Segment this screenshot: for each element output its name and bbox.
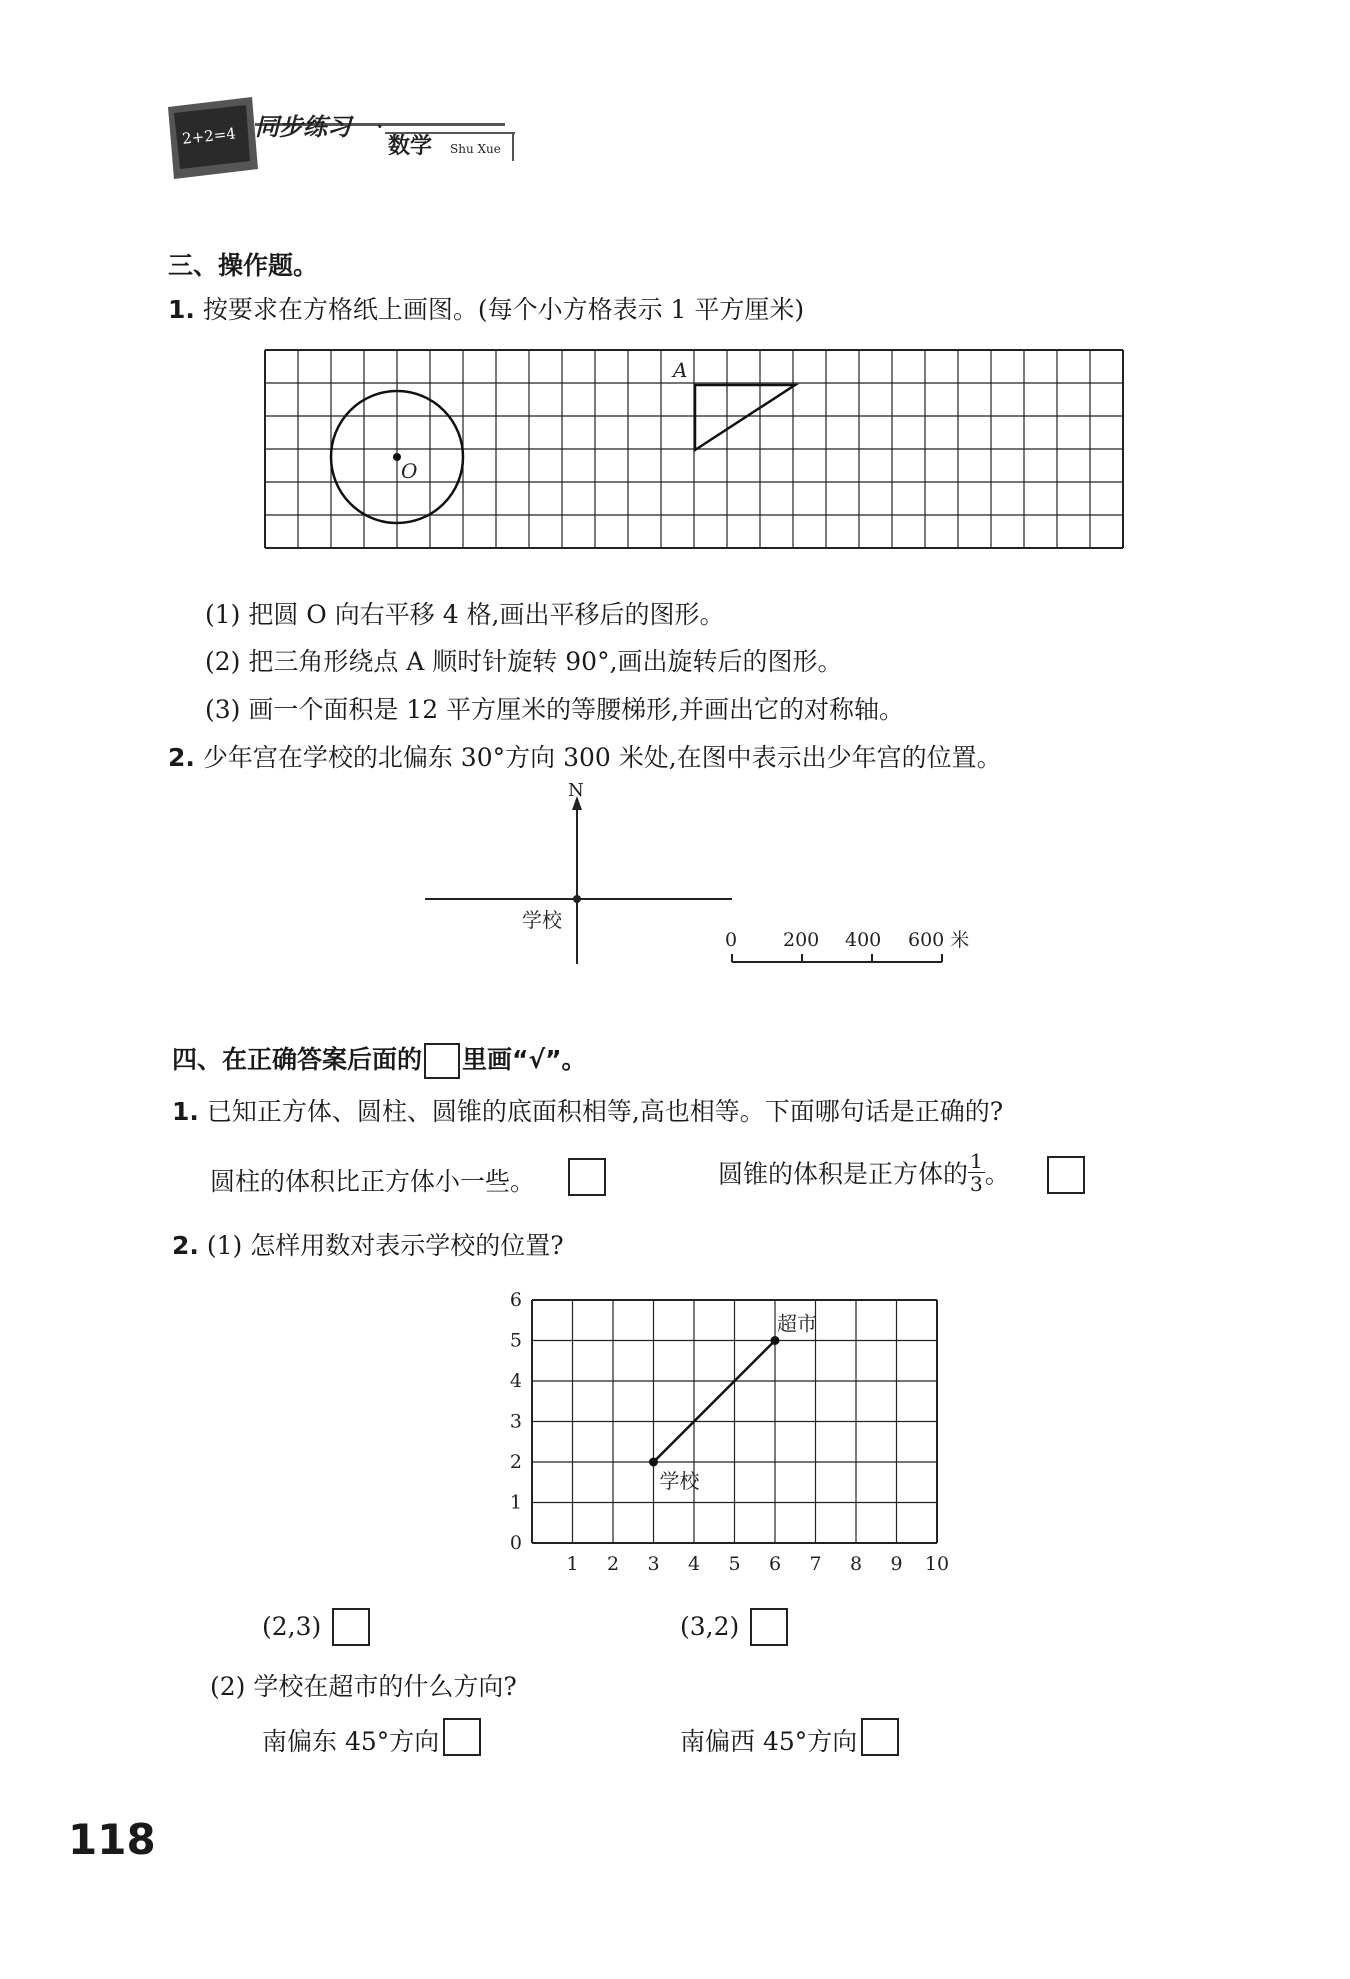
- s4-q1-option-b-end: 。: [984, 1159, 1010, 1189]
- x-tick-label: 1: [566, 1553, 579, 1575]
- svg-text:·: ·: [376, 113, 384, 141]
- square-grid: [255, 340, 1155, 565]
- subject-title: 数学: [388, 133, 433, 159]
- s4-q1-line: [172, 1092, 1003, 1128]
- point-label: 学校: [659, 1469, 700, 1493]
- q1-line: [168, 290, 804, 326]
- s4-q2-option-b-checkbox[interactable]: [750, 1608, 788, 1646]
- s4-q2-option-d-checkbox[interactable]: [861, 1718, 899, 1756]
- data-point: [771, 1336, 780, 1345]
- q1-number: 1.: [168, 295, 195, 324]
- q1-sub-3: (3) 画一个面积是 12 平方厘米的等腰梯形,并画出它的对称轴。: [205, 695, 905, 724]
- q2-number: 2.: [168, 743, 195, 772]
- s4-q1-number: 1.: [172, 1097, 199, 1126]
- school-label: 学校: [522, 908, 562, 932]
- q2-line: [168, 738, 1002, 774]
- s4-q1-option-b: [718, 1150, 1010, 1195]
- scale-label-400: 400: [845, 929, 882, 951]
- scale-label-200: 200: [783, 929, 820, 951]
- y-tick-label: 5: [509, 1329, 522, 1352]
- circle-center-dot: [393, 453, 401, 461]
- series-title: 同步练习: [255, 112, 351, 141]
- s4-q1-option-a: 圆柱的体积比正方体小一些。: [210, 1167, 536, 1196]
- route-line: [654, 1341, 776, 1463]
- triangle-a: [695, 385, 795, 450]
- x-tick-label: 7: [809, 1553, 822, 1575]
- section3-title: 三、操作题。: [168, 251, 319, 280]
- section4-title-before: 四、在正确答案后面的: [172, 1045, 423, 1074]
- y-tick-label: 0: [509, 1532, 522, 1554]
- q1-text: 按要求在方格纸上画图。(每个小方格表示 1 平方厘米): [202, 295, 805, 324]
- s4-q2-sub2: (2) 学校在超市的什么方向?: [210, 1672, 517, 1701]
- s4-q1-option-b-checkbox[interactable]: [1047, 1156, 1085, 1194]
- y-tick-label: 3: [509, 1410, 522, 1433]
- y-tick-label: 2: [509, 1451, 522, 1473]
- board-text: 2+2=4: [181, 124, 237, 148]
- page-header: [160, 95, 520, 185]
- x-tick-label: 3: [647, 1553, 660, 1575]
- s4-q1-option-b-text: 圆锥的体积是正方体的: [718, 1159, 969, 1189]
- s4-q2-line: [172, 1226, 564, 1262]
- direction-diagram: [420, 782, 1020, 972]
- q1-sub-1: (1) 把圆 O 向右平移 4 格,画出平移后的图形。: [205, 600, 725, 629]
- q2-text: 少年宫在学校的北偏东 30°方向 300 米处,在图中表示出少年宫的位置。: [202, 743, 1002, 772]
- s4-q2-sub1: (1) 怎样用数对表示学校的位置?: [206, 1231, 564, 1260]
- x-tick-label: 8: [849, 1553, 863, 1575]
- data-point: [649, 1458, 658, 1467]
- q1-sub-2: (2) 把三角形绕点 A 顺时针旋转 90°,画出旋转后的图形。: [205, 647, 843, 676]
- scale-label-0: 0: [725, 929, 738, 951]
- point-label: 超市: [777, 1311, 817, 1336]
- page-number: 118: [68, 1815, 156, 1864]
- y-tick-label: 1: [509, 1491, 522, 1514]
- section4-title-after: 里画“√”。: [462, 1045, 587, 1074]
- s4-q1-text: 已知正方体、圆柱、圆锥的底面积相等,高也相等。下面哪句话是正确的?: [206, 1097, 1004, 1126]
- triangle-vertex-label: A: [673, 358, 688, 382]
- s4-q2-option-b: (3,2): [680, 1612, 740, 1641]
- x-tick-label: 9: [890, 1553, 903, 1575]
- x-tick-label: 10: [924, 1553, 950, 1575]
- s4-q2-option-a-checkbox[interactable]: [332, 1608, 370, 1646]
- s4-q2-option-c: 南偏东 45°方向: [262, 1727, 440, 1756]
- x-tick-label: 5: [728, 1553, 741, 1575]
- coordinate-chart: [500, 1290, 960, 1580]
- x-tick-label: 6: [768, 1553, 782, 1575]
- y-tick-label: 4: [509, 1370, 522, 1392]
- y-tick-label: 6: [509, 1290, 522, 1311]
- header-logo: [160, 95, 520, 185]
- s4-q2-option-a: (2,3): [262, 1612, 322, 1641]
- school-dot: [573, 895, 581, 903]
- s4-q2-number: 2.: [172, 1231, 199, 1260]
- s4-q2-option-d: 南偏西 45°方向: [680, 1727, 858, 1756]
- section4-title: [172, 1040, 587, 1079]
- fraction-numerator: 1: [970, 1149, 983, 1173]
- x-tick-label: 2: [606, 1553, 620, 1575]
- circle-center-label: O: [401, 459, 418, 483]
- fraction-denominator: 3: [970, 1172, 983, 1196]
- s4-q2-option-c-checkbox[interactable]: [443, 1718, 481, 1756]
- fraction-one-third: [968, 1150, 985, 1195]
- scale-label-600: 600 米: [908, 929, 970, 951]
- title-answer-box-icon: [424, 1043, 460, 1079]
- x-tick-label: 4: [687, 1553, 701, 1575]
- north-label: N: [568, 782, 584, 801]
- subject-pinyin: Shu Xue: [450, 142, 501, 156]
- s4-q1-option-a-checkbox[interactable]: [568, 1158, 606, 1196]
- scale-bar: [725, 929, 969, 962]
